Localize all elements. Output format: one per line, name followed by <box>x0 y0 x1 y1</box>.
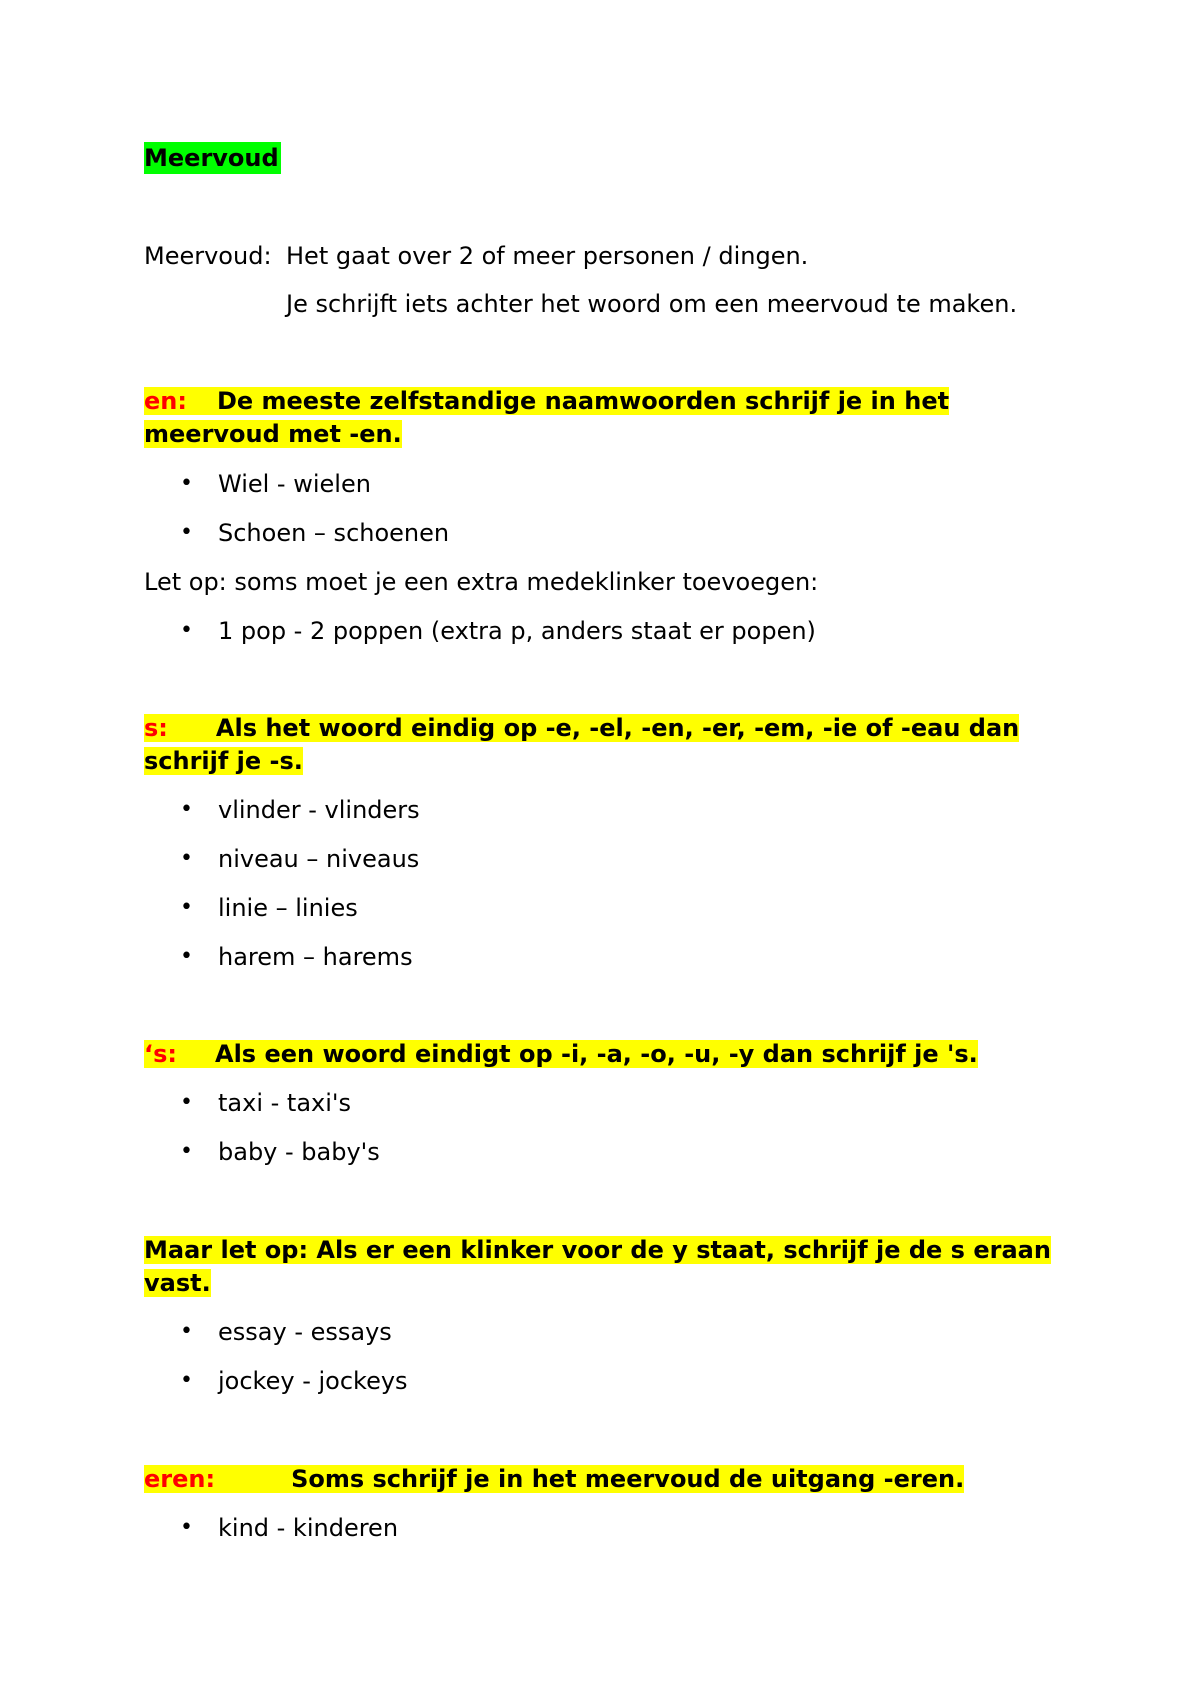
example-text: linie – linies <box>218 894 358 922</box>
bullet-icon: • <box>180 618 193 643</box>
bullet-icon: • <box>180 846 193 871</box>
intro-line-1 <box>144 240 808 272</box>
rule-text: Maar let op: Als er een klinker voor de y staat, schrijf je de s eraan vast. <box>144 1236 1051 1297</box>
example-text: 1 pop - 2 poppen (extra p, anders staat er popen) <box>218 617 816 645</box>
rule-text: Soms schrijf je in het meervoud de uitgang -eren. <box>291 1465 965 1493</box>
example-text: taxi - taxi's <box>218 1089 351 1117</box>
rule-text: De meeste zelfstandige naamwoorden schrijf je in het meervoud met -en. <box>144 387 950 448</box>
example-text: Wiel - wielen <box>218 470 371 498</box>
rule-heading-eren <box>144 1463 1064 1496</box>
bullet-icon: • <box>180 1319 193 1344</box>
intro-definition: Het gaat over 2 of meer personen / dingen. <box>286 242 809 270</box>
rule-text: Als het woord eindig op -e, -el, -en, -er, -em, -ie of -eau dan schrijf je -s. <box>144 714 1020 775</box>
rule-key: en: <box>144 387 187 415</box>
bullet-icon: • <box>180 895 193 920</box>
bullet-icon: • <box>180 944 193 969</box>
example-text: vlinder - vlinders <box>218 796 420 824</box>
bullet-icon: • <box>180 1090 193 1115</box>
rule-text: Als een woord eindigt op -i, -a, -o, -u, -y dan schrijf je 's. <box>215 1040 978 1068</box>
note-text: Let op: soms moet je een extra medeklinker toevoegen: <box>144 568 819 596</box>
intro-line-2: Je schrijft iets achter het woord om een meervoud te maken. <box>286 290 1018 318</box>
bullet-icon: • <box>180 471 193 496</box>
example-text: essay - essays <box>218 1318 392 1346</box>
example-text: harem – harems <box>218 943 413 971</box>
bullet-icon: • <box>180 1368 193 1393</box>
document-title: Meervoud <box>144 144 279 172</box>
example-text: niveau – niveaus <box>218 845 420 873</box>
rule-heading-apostrophe-s <box>144 1038 1064 1071</box>
rule-heading-en <box>144 385 1064 451</box>
example-text: kind - kinderen <box>218 1514 399 1542</box>
example-text: Schoen – schoenen <box>218 519 450 547</box>
intro-term: Meervoud: <box>144 242 272 270</box>
rule-heading-s <box>144 712 1064 778</box>
rule-key: eren: <box>144 1465 216 1493</box>
rule-key: s: <box>144 714 168 742</box>
bullet-icon: • <box>180 1515 193 1540</box>
rule-key: ‘s: <box>144 1040 177 1068</box>
example-text: jockey - jockeys <box>218 1367 408 1395</box>
rule-heading-let-op <box>144 1234 1064 1300</box>
example-text: baby - baby's <box>218 1138 380 1166</box>
bullet-icon: • <box>180 797 193 822</box>
bullet-icon: • <box>180 520 193 545</box>
bullet-icon: • <box>180 1139 193 1164</box>
